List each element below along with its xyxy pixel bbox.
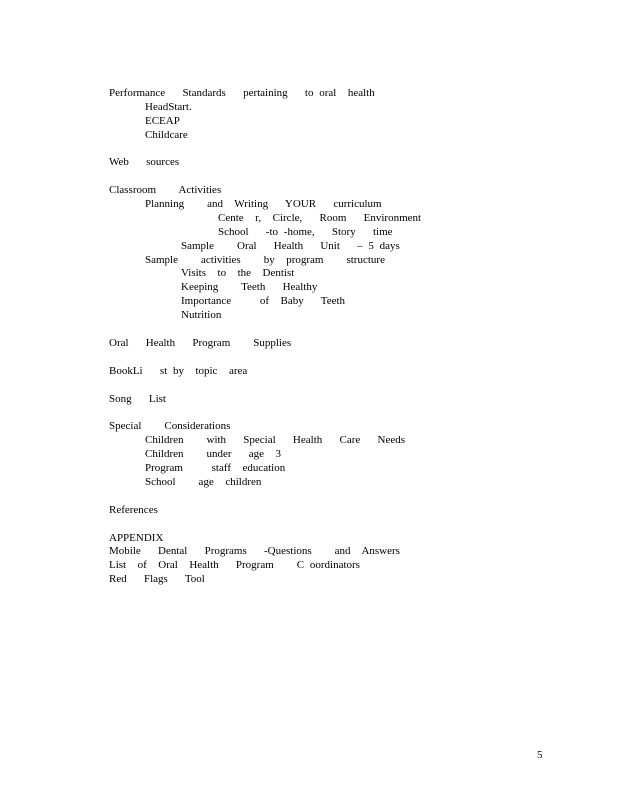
list-item-sample-unit: Sample Oral Health Unit – 5 days	[181, 240, 400, 252]
section-web-sources: Web sources	[109, 156, 180, 168]
page-number: 5	[537, 749, 543, 761]
list-item-visits-dentist: Visits to the Dentist	[181, 267, 295, 279]
section-booklist: BookLi st by topic area	[109, 365, 248, 377]
list-item-childcare: Childcare	[145, 129, 188, 141]
list-item-staff-education: Program staff education	[145, 462, 286, 474]
section-special-considerations: Special Considerations	[109, 420, 231, 432]
list-item-school-age: School age children	[145, 476, 262, 488]
list-item-red-flags: Red Flags Tool	[109, 573, 205, 585]
list-item-special-needs: Children with Special Health Care Needs	[145, 434, 406, 446]
section-performance-standards: Performance Standards pertaining to oral health	[109, 87, 375, 99]
list-item-planning-curriculum: Planning and Writing YOUR curriculum	[145, 198, 382, 210]
list-item-keeping-teeth-healthy: Keeping Teeth Healthy	[181, 281, 318, 293]
list-item-baby-teeth: Importance of Baby Teeth	[181, 295, 346, 307]
list-item-sample-activities: Sample activities by program structure	[145, 254, 385, 266]
list-item-center-environment: Cente r, Circle, Room Environment	[218, 212, 422, 224]
list-item-headstart: HeadStart.	[145, 101, 192, 113]
section-appendix: APPENDIX	[109, 532, 164, 544]
list-item-eceap: ECEAP	[145, 115, 180, 127]
list-item-coordinators: List of Oral Health Program C oordinators	[109, 559, 360, 571]
list-item-nutrition: Nutrition	[181, 309, 222, 321]
list-item-school-to-home: School -to -home, Story time	[218, 226, 393, 238]
section-program-supplies: Oral Health Program Supplies	[109, 337, 292, 349]
section-song-list: Song List	[109, 393, 166, 405]
list-item-under-age-3: Children under age 3	[145, 448, 282, 460]
section-classroom-activities: Classroom Activities	[109, 184, 222, 196]
section-references: References	[109, 504, 158, 516]
list-item-mobile-dental: Mobile Dental Programs -Questions and Answers	[109, 545, 400, 557]
